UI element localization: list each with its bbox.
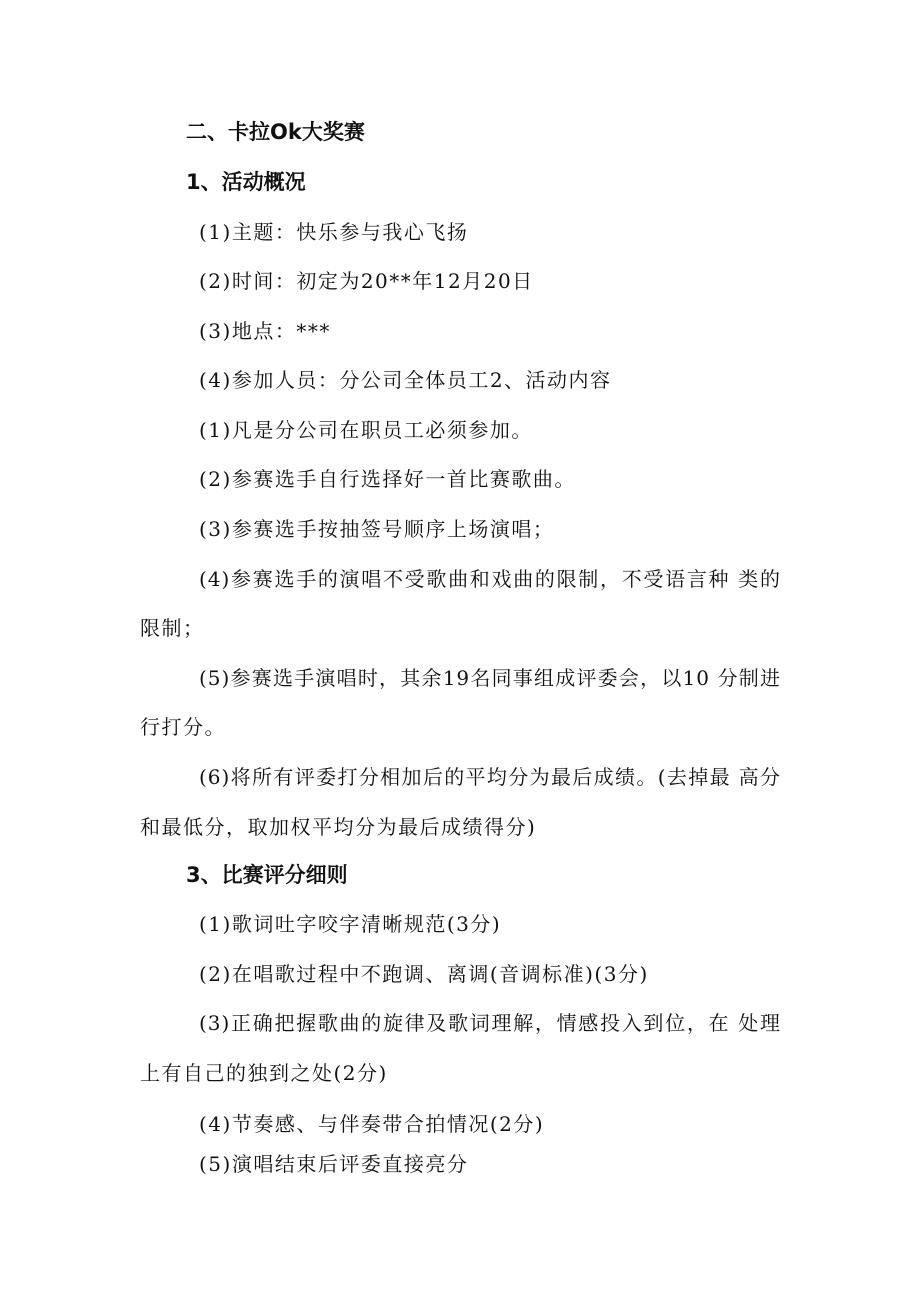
overview-item-theme: (1)主题：快乐参与我心飞扬: [199, 220, 469, 244]
section-title: 二、卡拉Ok大奖赛: [186, 120, 365, 144]
content-item-6-line-2: 和最低分，取加权平均分为最后成绩得分): [140, 815, 537, 839]
scoring-heading: 3、比赛评分细则: [186, 863, 348, 887]
content-item-2: (2)参赛选手自行选择好一首比赛歌曲。: [199, 467, 576, 491]
scoring-item-3-line-2: 上有自己的独到之处(2分): [140, 1061, 388, 1085]
overview-item-location: (3)地点：***: [199, 319, 331, 343]
scoring-item-3-line-1: (3)正确把握歌曲的旋律及歌词理解，情感投入到位，在 处理: [199, 1011, 781, 1035]
content-item-5-line-2: 行打分。: [140, 715, 226, 739]
overview-item-time: (2)时间：初定为20**年12月20日: [199, 269, 534, 293]
overview-heading: 1、活动概况: [186, 170, 306, 194]
content-item-1: (1)凡是分公司在职员工必须参加。: [199, 418, 533, 442]
content-item-4-line-1: (4)参赛选手的演唱不受歌曲和戏曲的限制，不受语言种 类的: [199, 567, 781, 591]
overview-item-participants: (4)参加人员：分公司全体员工2、活动内容: [199, 368, 612, 392]
scoring-item-2: (2)在唱歌过程中不跑调、离调(音调标准)(3分): [199, 962, 649, 986]
scoring-item-4: (4)节奏感、与伴奏带合拍情况(2分): [199, 1112, 545, 1136]
content-item-4-line-2: 限制；: [140, 616, 205, 640]
scoring-item-1: (1)歌词吐字咬字清晰规范(3分): [199, 912, 502, 936]
scoring-item-5: (5)演唱结束后评委直接亮分: [199, 1152, 469, 1176]
content-item-5-line-1: (5)参赛选手演唱时，其余19名同事组成评委会，以10 分制进: [199, 666, 781, 690]
content-item-6-line-1: (6)将所有评委打分相加后的平均分为最后成绩。(去掉最 高分: [199, 765, 781, 789]
content-item-3: (3)参赛选手按抽签号顺序上场演唱；: [199, 517, 555, 541]
